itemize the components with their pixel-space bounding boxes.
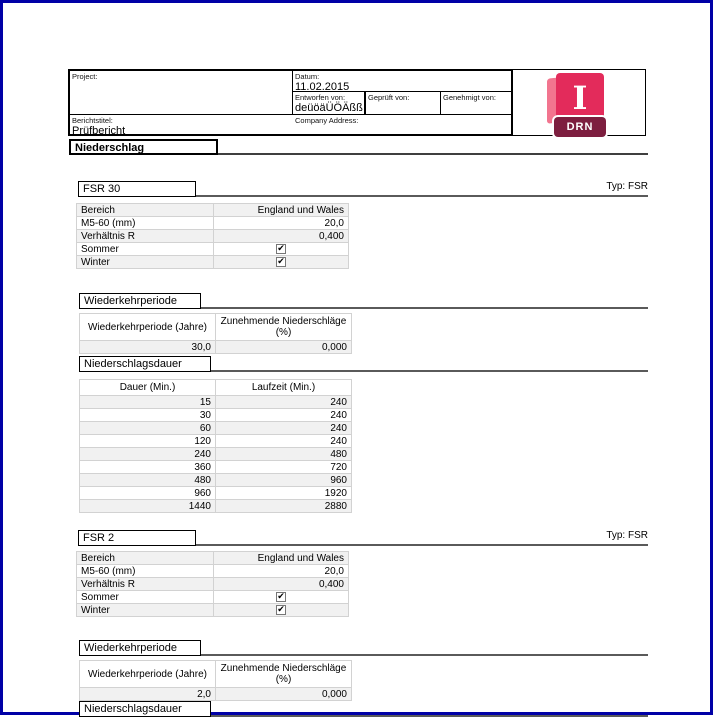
table-cell: Sommer (77, 243, 214, 256)
table-row (77, 578, 349, 591)
table-cell: Verhältnis R (77, 578, 214, 591)
designed-by-value: deüöäÜÖÄßß (295, 102, 363, 114)
table-cell: 1440 (80, 500, 216, 513)
table-row (80, 448, 352, 461)
subsection-title: Niederschlagsdauer (79, 701, 211, 717)
column-header: Laufzeit (Min.) (216, 380, 352, 396)
subsection-title: Wiederkehrperiode (79, 640, 201, 656)
table-cell: 0,000 (216, 688, 352, 701)
table-row (80, 487, 352, 500)
table-row (80, 688, 352, 701)
column-header: Dauer (Min.) (80, 380, 216, 396)
table-cell: 20,0 (214, 217, 349, 230)
fsr2-properties-table (76, 551, 349, 617)
section-rule (201, 307, 648, 309)
column-header: Zunehmende Niederschläge (%) (216, 661, 352, 688)
table-row (80, 396, 352, 409)
company-address-cell (293, 115, 511, 134)
table-row (77, 217, 349, 230)
table-row (77, 591, 349, 604)
logo-letter: I (572, 79, 588, 117)
table-cell: 2,0 (80, 688, 216, 701)
report-header (68, 69, 646, 136)
report-title-cell (70, 115, 293, 134)
checkbox-checked-icon[interactable]: ✔ (277, 256, 285, 267)
table-cell: 240 (216, 422, 352, 435)
table-cell: Verhältnis R (77, 230, 214, 243)
subsection-title-row (79, 356, 648, 372)
checkbox-checked-icon[interactable]: ✔ (277, 591, 285, 602)
project-cell (70, 71, 293, 115)
company-address-label: Company Address: (295, 116, 359, 125)
designed-by-cell (293, 92, 366, 115)
table-cell: 960 (216, 474, 352, 487)
table-cell: 240 (80, 448, 216, 461)
subsection-title-row (79, 293, 648, 309)
table-cell (214, 243, 349, 256)
table-cell: 120 (80, 435, 216, 448)
table-cell: Bereich (77, 552, 214, 565)
section-type-label: Typ: FSR (606, 530, 648, 541)
table-cell: 1920 (216, 487, 352, 500)
date-label: Datum: (295, 72, 320, 81)
table-cell: Bereich (77, 204, 214, 217)
table-cell: M5-60 (mm) (77, 217, 214, 230)
table-row (80, 422, 352, 435)
section-rule (196, 544, 648, 546)
designed-by-label: Entworfen von: (295, 93, 346, 102)
table-row (80, 461, 352, 474)
section-title-row-fsr2 (78, 530, 648, 546)
section-title-row-fsr30 (78, 181, 648, 197)
table-row (80, 341, 352, 354)
table-row (80, 409, 352, 422)
date-value: 11.02.2015 (295, 81, 350, 92)
infodrainage-logo (547, 71, 611, 137)
subsection-title: Wiederkehrperiode (79, 293, 201, 309)
table-cell (214, 591, 349, 604)
section-type-label: Typ: FSR (606, 181, 648, 192)
table-row (80, 500, 352, 513)
table-row (77, 204, 349, 217)
page-title: Niederschlag (69, 139, 218, 155)
table-row (77, 256, 349, 269)
table-cell: 960 (80, 487, 216, 500)
table-cell: Sommer (77, 591, 214, 604)
project-label: Project: (72, 72, 98, 81)
subsection-title-row (79, 640, 648, 656)
table-cell: 480 (216, 448, 352, 461)
logo-cell (513, 69, 646, 136)
table-cell: M5-60 (mm) (77, 565, 214, 578)
table-cell: 240 (216, 409, 352, 422)
table-cell (214, 604, 349, 617)
approved-by-label: Genehmigt von: (443, 93, 496, 102)
section-rule (211, 370, 648, 372)
table-cell: England und Wales (214, 552, 349, 565)
column-header: Wiederkehrperiode (Jahre) (80, 314, 216, 341)
table-cell: 360 (80, 461, 216, 474)
date-cell (293, 71, 511, 92)
table-row (80, 435, 352, 448)
checkbox-checked-icon[interactable]: ✔ (277, 243, 285, 254)
table-row (77, 230, 349, 243)
approved-by-cell (441, 92, 511, 115)
fsr30-duration-table (79, 379, 352, 513)
subsection-title: Niederschlagsdauer (79, 356, 211, 372)
table-cell (214, 256, 349, 269)
table-cell: England und Wales (214, 204, 349, 217)
section-rule (196, 195, 648, 197)
table-cell: 240 (216, 396, 352, 409)
table-row (80, 474, 352, 487)
section-rule (201, 654, 648, 656)
logo-cube-icon (556, 73, 604, 123)
table-cell: 15 (80, 396, 216, 409)
column-header: Wiederkehrperiode (Jahre) (80, 661, 216, 688)
fsr2-recurrence-table (79, 660, 352, 701)
column-header: Zunehmende Niederschläge (%) (216, 314, 352, 341)
table-cell: 240 (216, 435, 352, 448)
table-cell: 30 (80, 409, 216, 422)
fsr30-recurrence-table (79, 313, 352, 354)
checked-by-label: Geprüft von: (368, 93, 410, 102)
checked-by-cell (366, 92, 441, 115)
table-cell: 480 (80, 474, 216, 487)
table-row (77, 243, 349, 256)
table-row (77, 565, 349, 578)
title-rule (218, 153, 648, 155)
section-title: FSR 2 (78, 530, 196, 546)
report-header-table (68, 69, 513, 136)
table-row (77, 604, 349, 617)
table-cell: 20,0 (214, 565, 349, 578)
page-title-row (69, 139, 648, 155)
table-cell: 0,400 (214, 230, 349, 243)
section-title: FSR 30 (78, 181, 196, 197)
table-cell: 720 (216, 461, 352, 474)
table-row (77, 552, 349, 565)
fsr30-properties-table (76, 203, 349, 269)
table-cell: 2880 (216, 500, 352, 513)
logo-badge: DRN (554, 117, 606, 137)
checkbox-checked-icon[interactable]: ✔ (277, 604, 285, 615)
table-cell: 0,400 (214, 578, 349, 591)
report-title-value: Prüfbericht (72, 125, 126, 134)
table-cell: 0,000 (216, 341, 352, 354)
table-cell: 60 (80, 422, 216, 435)
table-cell: 30,0 (80, 341, 216, 354)
report-title-label: Berichtstitel: (72, 116, 113, 125)
table-cell: Winter (77, 256, 214, 269)
table-cell: Winter (77, 604, 214, 617)
